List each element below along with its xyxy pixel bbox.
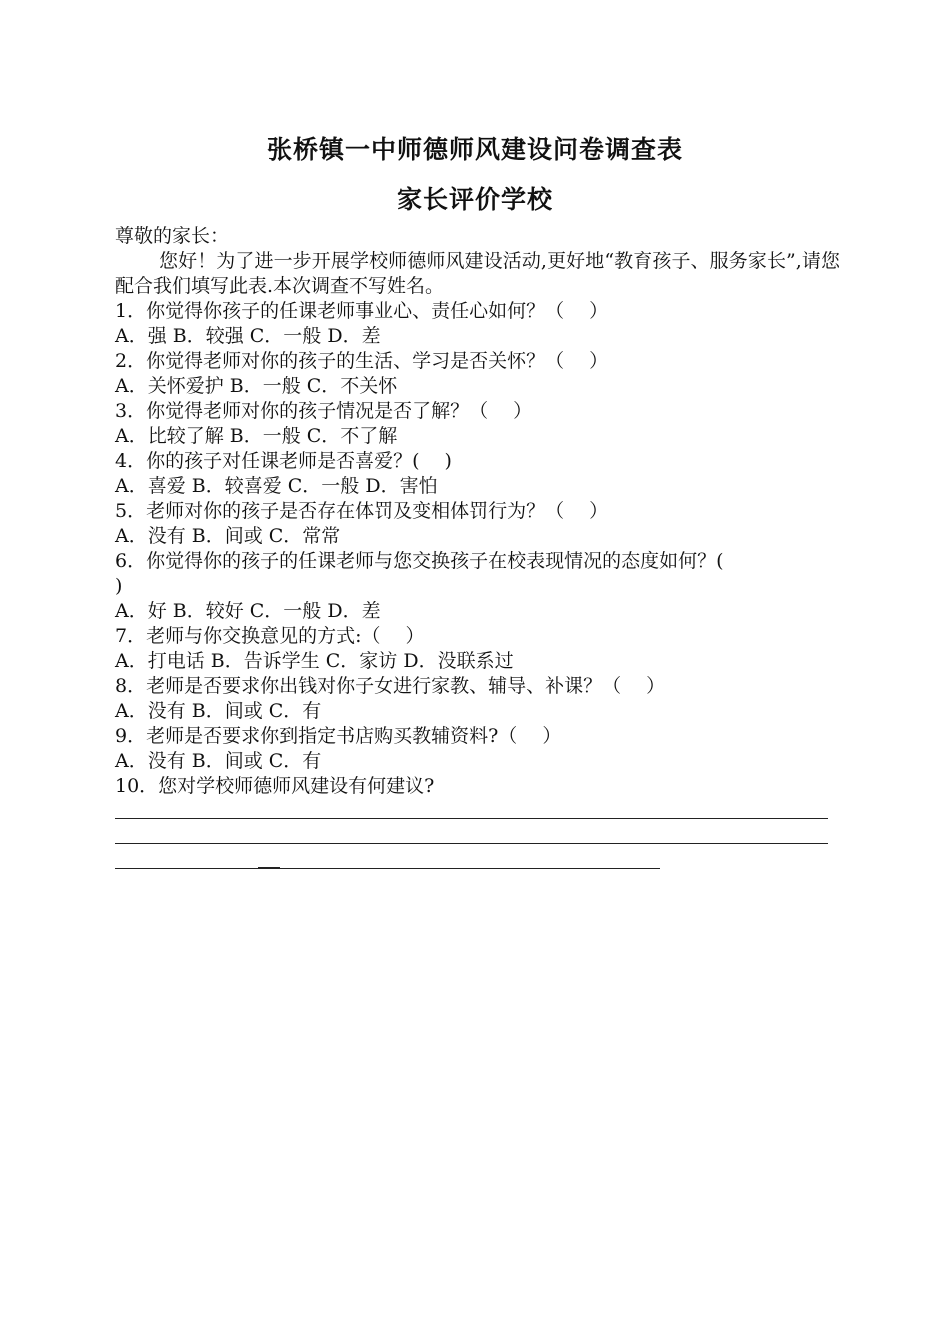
question-2: 2．你觉得老师对你的孩子的生活、学习是否关怀？（ ）	[115, 350, 609, 372]
options-7: A．打电话 B．告诉学生 C．家访 D．没联系过	[115, 650, 514, 672]
answer-line-3[interactable]	[115, 868, 660, 869]
answer-line-3-thick-segment	[258, 867, 280, 869]
options-6: A．好 B．较好 C．一般 D．差	[115, 600, 381, 622]
question-3: 3．你觉得老师对你的孩子情况是否了解？（ ）	[115, 400, 533, 422]
question-4: 4．你的孩子对任课老师是否喜爱？( )	[115, 450, 452, 472]
question-5: 5．老师对你的孩子是否存在体罚及变相体罚行为？（ ）	[115, 500, 609, 522]
options-5: A．没有 B．间或 C．常常	[115, 525, 341, 547]
question-7: 7．老师与你交换意见的方式:（ ）	[115, 625, 425, 647]
options-9: A．没有 B．间或 C．有	[115, 750, 322, 772]
answer-line-1[interactable]	[115, 818, 828, 819]
question-6: 6．你觉得你的孩子的任课老师与您交换孩子在校表现情况的态度如何？(	[115, 550, 724, 572]
options-4: A．喜爱 B．较喜爱 C．一般 D．害怕	[115, 475, 438, 497]
document-title: 张桥镇一中师德师风建设问卷调查表	[266, 135, 683, 164]
question-9: 9．老师是否要求你到指定书店购买教辅资料?（ ）	[115, 725, 562, 747]
document-subtitle: 家长评价学校	[396, 185, 553, 214]
options-3: A．比较了解 B．一般 C．不了解	[115, 425, 398, 447]
salutation: 尊敬的家长：	[115, 225, 230, 247]
question-1: 1．你觉得你孩子的任课老师事业心、责任心如何？（ ）	[115, 300, 609, 322]
question-6-continuation: )	[115, 575, 123, 597]
questionnaire-body	[115, 224, 840, 799]
options-2: A．关怀爱护 B．一般 C．不关怀	[115, 375, 398, 397]
question-10: 10．您对学校师德师风建设有何建议?	[115, 775, 435, 797]
question-8: 8．老师是否要求你出钱对你子女进行家教、辅导、补课？（ ）	[115, 675, 666, 697]
intro-paragraph: 您好！为了进一步开展学校师德师风建设活动,更好地“教育孩子、服务家长”,请您配合我们填写此表.本次调查不写姓名。	[115, 250, 840, 297]
options-8: A．没有 B．间或 C．有	[115, 700, 322, 722]
answer-line-2[interactable]	[115, 843, 828, 844]
options-1: A．强 B．较强 C．一般 D．差	[115, 325, 381, 347]
